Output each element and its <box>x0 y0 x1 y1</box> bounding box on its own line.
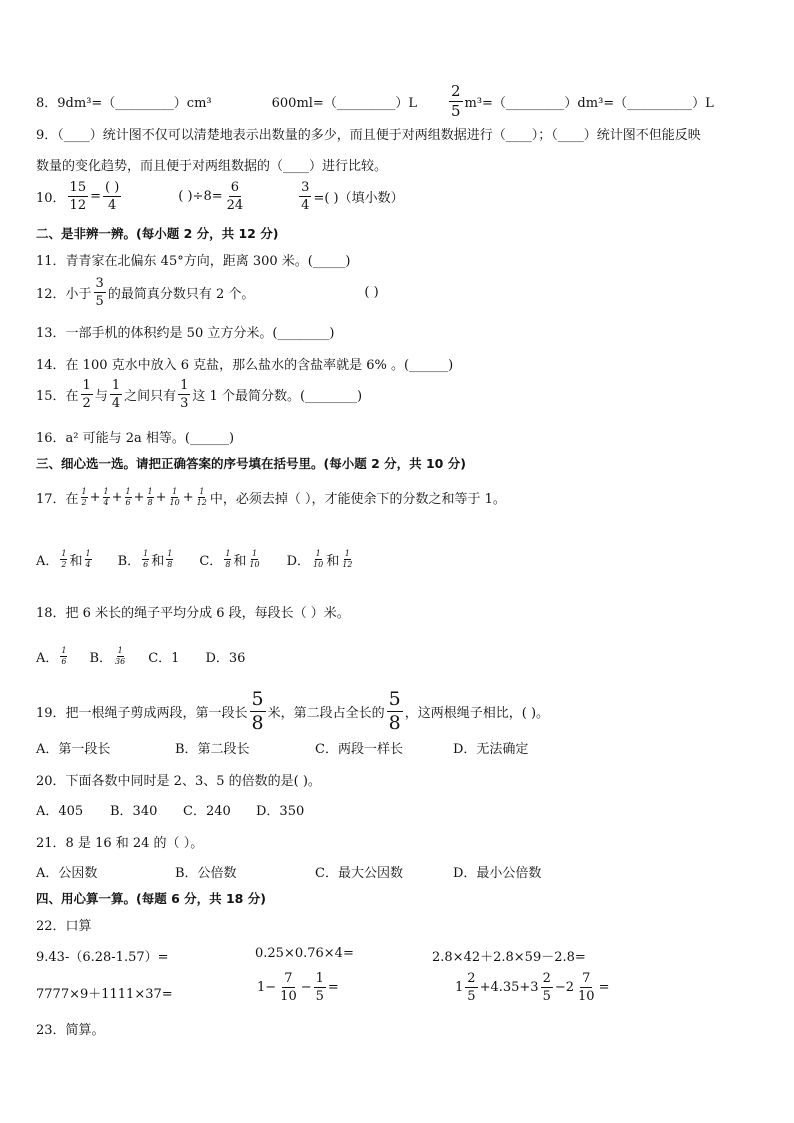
q18-option-c: C．1 <box>148 651 180 666</box>
q17-option-d: D． $\frac{1}{10}$ 和 $\frac{1}{12}$ <box>286 549 353 569</box>
question-15 <box>36 379 362 410</box>
q17-plus: + <box>133 490 145 505</box>
q19-text: ，这两根绳子相比，( )。 <box>404 706 550 721</box>
question-14: 14．在 100 克水中放入 6 克盐，那么盐水的含盐率就是 6% 。(______) <box>36 358 454 373</box>
q21-option-b: B．公倍数 <box>175 866 237 881</box>
q18-options <box>36 647 245 666</box>
question-18: 18．把 6 米长的绳子平均分成 6 段，每段长（ ）米。 <box>36 606 350 621</box>
q17-fraction-6: $\frac{1}{12}$ <box>196 487 207 507</box>
question-8 <box>36 84 714 119</box>
q18-option-a: A． $\frac{1}{6}$ <box>36 646 67 666</box>
q17-fraction-2: $\frac{1}{4}$ <box>103 487 109 507</box>
q19-option-d: D．无法确定 <box>453 742 529 757</box>
q15-text: 这 1 个最简分数。(________) <box>192 389 363 404</box>
q17-fraction-1: $\frac{1}{2}$ <box>81 487 87 507</box>
question-16: 16．a² 可能与 2a 相等。(______) <box>36 431 235 446</box>
q8-fraction: $\frac{2}{5}$ <box>450 82 461 120</box>
question-9-line-2: 数量的变化趋势，而且便于对两组数据的（____）进行比较。 <box>36 159 388 174</box>
q10-equals: = <box>90 189 101 204</box>
q17-fraction-3: $\frac{1}{6}$ <box>125 487 131 507</box>
question-23: 23．简算。 <box>36 1023 105 1038</box>
q20-option-a: A．405 <box>36 804 84 819</box>
q12-prefix: 12．小于 <box>36 287 92 302</box>
q10-fraction-3: $\frac{6}{24}$ <box>226 180 244 213</box>
question-10 <box>36 181 404 212</box>
q10-fraction-4: $\frac{3}{4}$ <box>301 180 310 213</box>
q8-part-c: m³=（_________）dm³=（__________）L <box>464 96 714 111</box>
section-2-heading: 二、是非辨一辨。(每小题 2 分，共 12 分) <box>36 226 279 241</box>
question-20: 20．下面各数中同时是 2、3、5 的倍数的是( )。 <box>36 774 321 789</box>
q17-text: 中，必须去掉（ ），才能使余下的分数之和等于 1。 <box>209 492 506 507</box>
q10-number: 10． <box>36 191 66 206</box>
q10-fraction-1: $\frac{15}{12}$ <box>69 180 87 213</box>
q22-expression-1: 9.43-（6.28-1.57）= <box>36 950 169 965</box>
q20-option-d: D．350 <box>256 804 305 819</box>
q8-part-b: 600ml=（_________）L <box>271 96 417 111</box>
q19-fraction-1: $\frac{5}{8}$ <box>251 688 264 734</box>
q20-option-b: B．340 <box>110 804 158 819</box>
q15-between: 之间只有 <box>124 389 177 404</box>
q18-option-d: D．36 <box>205 651 246 666</box>
q19-option-a: A．第一段长 <box>36 742 111 757</box>
q22-expression-3: 2.8×42＋2.8×59－2.8= <box>432 950 586 965</box>
q15-and: 与 <box>94 389 108 404</box>
q17-options <box>36 550 355 569</box>
q22-expression-4: 7777×9＋1111×37= <box>36 987 173 1002</box>
q17-option-a: A． $\frac{1}{2}$ 和 $\frac{1}{4}$ <box>36 549 91 569</box>
q22-expression-2: 0.25×0.76×4= <box>255 946 354 961</box>
q17-fraction-5: $\frac{1}{10}$ <box>169 487 180 507</box>
q19-option-b: B．第二段长 <box>175 742 250 757</box>
q15-prefix: 15．在 <box>36 389 79 404</box>
q18-option-b: B． $\frac{1}{36}$ <box>89 646 126 666</box>
question-9-line-1: 9．（____）统计图不仅可以清楚地表示出数量的多少，而且便于对两组数据进行（____）；（____）统计图不但能反映 <box>36 128 701 143</box>
section-4-heading: 四、用心算一算。(每题 6 分，共 18 分) <box>36 891 266 906</box>
q17-plus: + <box>155 490 167 505</box>
q15-fraction-1: $\frac{1}{2}$ <box>82 378 91 411</box>
q17-plus: + <box>89 490 101 505</box>
question-13: 13．一部手机的体积约是 50 立方分米。(________) <box>36 326 335 341</box>
q19-option-c: C．两段一样长 <box>315 742 403 757</box>
q15-fraction-3: $\frac{1}{3}$ <box>180 378 189 411</box>
q12-blank: ( ) <box>364 285 379 300</box>
q21-option-d: D．最小公倍数 <box>453 866 542 881</box>
q10-fraction-2: $\frac{( )}{4}$ <box>105 180 120 213</box>
q19-middle: 米，第二段占全长的 <box>267 706 385 721</box>
q8-number: 8． <box>36 96 58 111</box>
section-3-heading: 三、细心选一选。请把正确答案的序号填在括号里。(每小题 2 分，共 10 分) <box>36 456 466 471</box>
q8-part-a: 9dm³=（_________）cm³ <box>57 96 212 111</box>
question-11: 11．青青家在北偏东 45°方向，距离 300 米。(_____) <box>36 254 351 269</box>
q17-option-b: B． $\frac{1}{6}$ 和 $\frac{1}{8}$ <box>117 549 173 569</box>
q17-prefix: 17．在 <box>36 492 79 507</box>
q20-option-c: C．240 <box>183 804 231 819</box>
q17-fraction-4: $\frac{1}{8}$ <box>147 487 153 507</box>
q22-expression-6: 1 $\frac{2}{5}$ +4.35+3 $\frac{2}{5}$ −2 $\frac{7}{10}$ = <box>455 971 610 1004</box>
q15-fraction-2: $\frac{1}{4}$ <box>111 378 121 411</box>
q12-text: 的最简真分数只有 2 个。 <box>107 287 255 302</box>
q10-part-3: =( )（填小数） <box>313 191 404 206</box>
q21-option-c: C．最大公因数 <box>315 866 403 881</box>
question-22-title: 22．口算 <box>36 919 92 934</box>
question-17 <box>36 488 506 507</box>
q17-plus: + <box>111 490 123 505</box>
question-12 <box>36 277 379 308</box>
question-19 <box>36 690 549 733</box>
q12-fraction: $\frac{3}{5}$ <box>95 276 104 309</box>
q19-prefix: 19．把一根绳子剪成两段，第一段长 <box>36 706 248 721</box>
q19-fraction-2: $\frac{5}{8}$ <box>388 688 401 734</box>
q10-part-2: ( )÷8= <box>178 189 223 204</box>
q21-option-a: A．公因数 <box>36 866 98 881</box>
q17-option-c: C． $\frac{1}{8}$ 和 $\frac{1}{10}$ <box>199 549 260 569</box>
question-21: 21．8 是 16 和 24 的（ ）。 <box>36 836 204 851</box>
q22-expression-5: 1− $\frac{7}{10}$ − $\frac{1}{5}$ = <box>257 971 339 1004</box>
q17-plus: + <box>182 490 194 505</box>
